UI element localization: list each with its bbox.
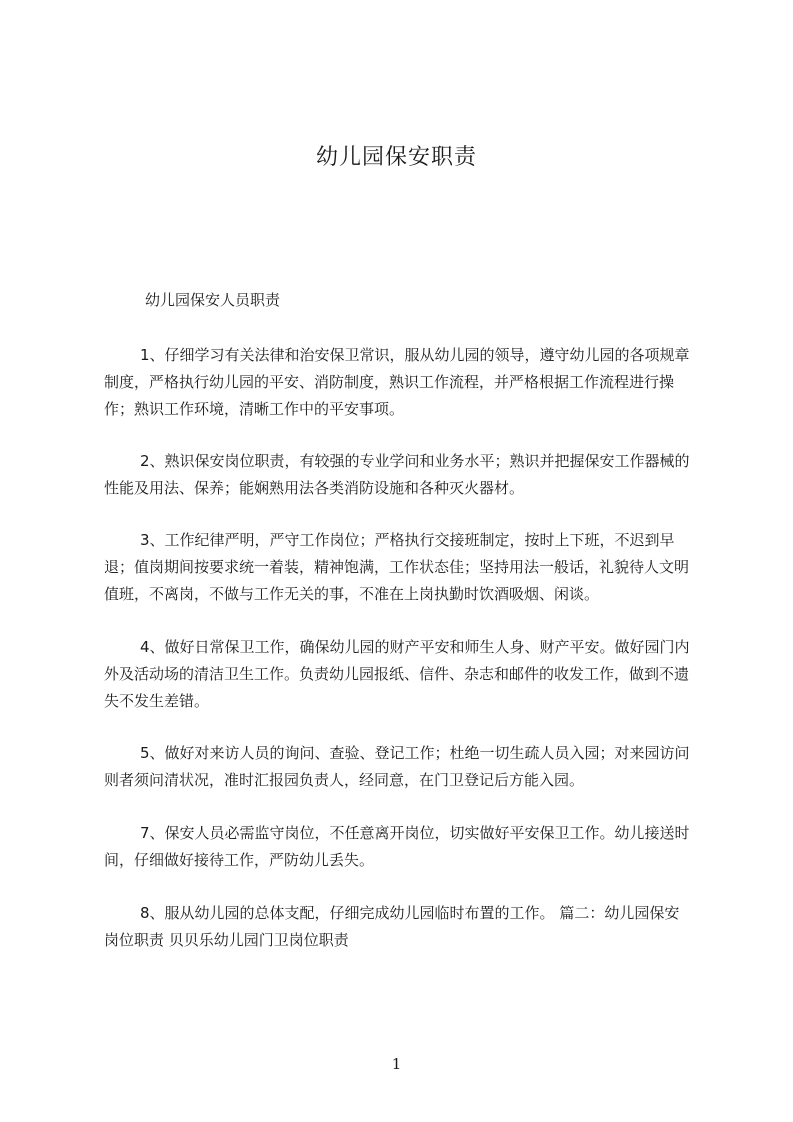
paragraph-8: 8、服从幼儿园的总体支配，仔细完成幼儿园临时布置的工作。 篇二：幼儿园保安岗位职责 贝贝乐幼儿园门卫岗位职责 xyxy=(104,904,680,949)
paragraph-2: 2、熟识保安岗位职责，有较强的专业学问和业务水平；熟识并把握保安工作器械的性能及用法、保养；能娴熟用法各类消防设施和各种灭火器材。 xyxy=(104,452,690,497)
paragraph-7: 7、保安人员必需监守岗位，不任意离开岗位，切实做好平安保卫工作。幼儿接送时间，仔细做好接待工作，严防幼儿丢失。 xyxy=(104,824,690,869)
document-subtitle: 幼儿园保安人员职责 xyxy=(145,291,281,309)
document-title: 幼儿园保安职责 xyxy=(315,145,477,170)
paragraph-3: 3、工作纪律严明，严守工作岗位；严格执行交接班制定，按时上下班，不迟到早退；值岗期间按要求统一着装，精神饱满，工作状态佳；坚持用法一般话，礼貌待人文明值班，不离岗，不做与工作无关的事，不准在上岗执勤时饮酒吸烟、闲谈。 xyxy=(104,531,690,603)
paragraph-4: 4、做好日常保卫工作，确保幼儿园的财产平安和师生人身、财产平安。做好园门内外及活动场的清洁卫生工作。负责幼儿园报纸、信件、杂志和邮件的收发工作，做到不遗失不发生差错。 xyxy=(104,638,690,710)
page-number: 1 xyxy=(391,1055,402,1073)
paragraph-1: 1、仔细学习有关法律和治安保卫常识，服从幼儿园的领导，遵守幼儿园的各项规章制度，严格执行幼儿园的平安、消防制度，熟识工作流程，并严格根据工作流程进行操作；熟识工作环境，清晰工作中的平安事项。 xyxy=(104,346,690,418)
paragraph-5: 5、做好对来访人员的询问、查验、登记工作；杜绝一切生疏人员入园；对来园访问则者须问清状况，准时汇报园负责人，经同意，在门卫登记后方能入园。 xyxy=(104,744,690,789)
